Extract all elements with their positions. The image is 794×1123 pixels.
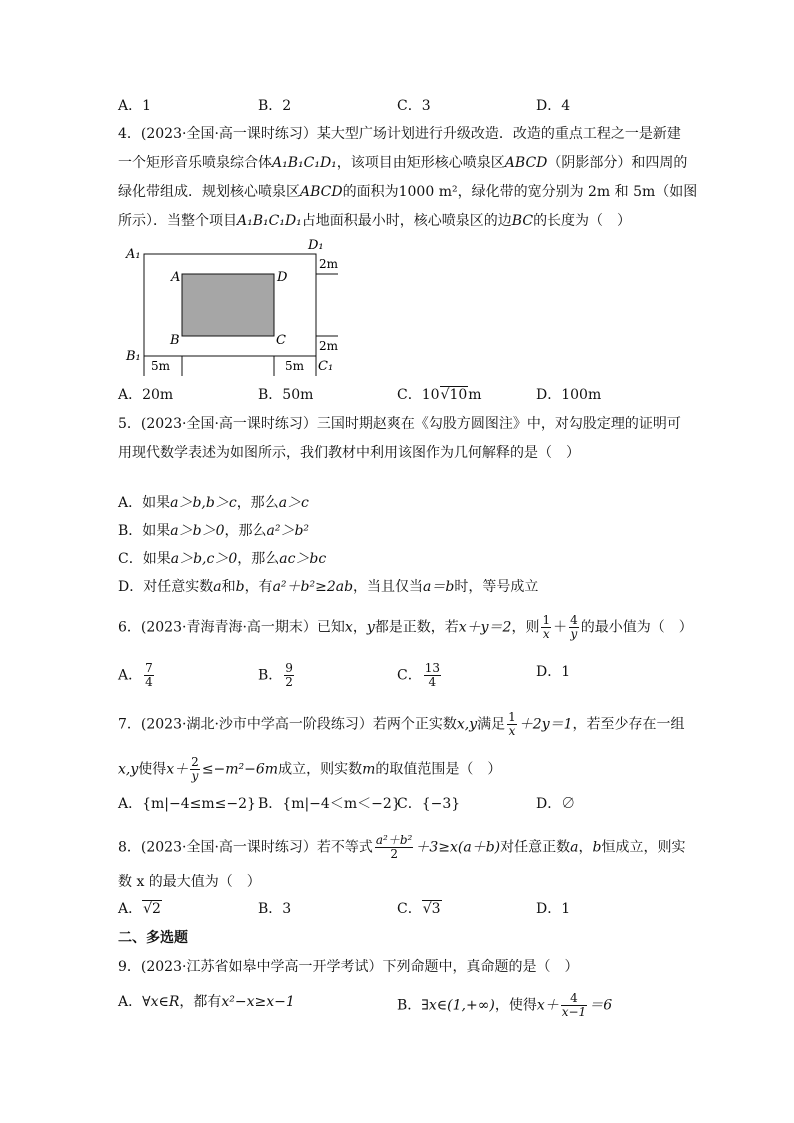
math: a＞b＞0 bbox=[170, 523, 225, 539]
denominator: 2 bbox=[390, 847, 398, 861]
q5-option-a bbox=[118, 493, 309, 513]
math: ＋2y＝1 bbox=[518, 716, 573, 733]
q7-option-d: D．∅ bbox=[536, 796, 576, 812]
text: 7．(2023·湖北·沙市中学高一阶段练习）若两个正实数 bbox=[118, 716, 457, 733]
math: ∃x∈(1,+∞) bbox=[421, 997, 495, 1014]
label-b: B bbox=[170, 333, 180, 348]
label-a: A bbox=[171, 270, 181, 285]
math: x,y bbox=[456, 716, 478, 733]
math: a²＞b² bbox=[266, 523, 310, 539]
q6-option-b bbox=[258, 662, 296, 689]
q5-option-c bbox=[118, 549, 326, 569]
text: 都是正数，若 bbox=[374, 619, 459, 636]
text: ，若至少存在一组 bbox=[572, 716, 685, 733]
numerator: 4 bbox=[561, 992, 587, 1006]
q6-option-c bbox=[397, 662, 443, 689]
math: b bbox=[235, 579, 245, 595]
denominator: x−1 bbox=[561, 1005, 587, 1019]
label-bottom-2m: 2m bbox=[319, 339, 339, 353]
text: C．10 bbox=[397, 387, 440, 403]
text: 所示）．当整个项目 bbox=[118, 213, 237, 229]
text: ，有 bbox=[244, 579, 273, 595]
text: ，使得 bbox=[494, 997, 537, 1014]
label-b1: B₁ bbox=[126, 349, 141, 364]
q9-option-b bbox=[397, 992, 612, 1019]
text: ，那么 bbox=[237, 551, 280, 567]
q4-option-c bbox=[397, 385, 482, 405]
section-title-multiple-choice: 二、多选题 bbox=[118, 930, 188, 946]
q7-option-a: A．{m|−4≤m≤−2} bbox=[118, 796, 256, 812]
text: 和 bbox=[221, 579, 236, 595]
math: a＞c bbox=[278, 495, 309, 511]
text: 6．(2023·青海青海·高一期末）已知 bbox=[118, 619, 345, 636]
sqrt10: √10 bbox=[440, 387, 468, 403]
text: ，那么 bbox=[224, 523, 267, 539]
q4-stem-line1: 4．(2023·全国·高一课时练习）某大型广场计划进行升级改造．改造的重点工程之一是新建 bbox=[118, 126, 681, 142]
math: x²−x≥x−1 bbox=[221, 994, 295, 1010]
q3-option-c: C．3 bbox=[397, 98, 431, 114]
fraction bbox=[507, 711, 517, 738]
numerator: 13 bbox=[424, 661, 440, 675]
label: C． bbox=[397, 901, 422, 917]
math: x＋ bbox=[536, 997, 559, 1014]
q3-option-b: B．2 bbox=[258, 98, 292, 114]
q8-option-d: D．1 bbox=[536, 901, 571, 917]
q4-option-a: A．20m bbox=[118, 387, 174, 403]
text: 满足 bbox=[477, 716, 506, 733]
math: x bbox=[344, 619, 353, 636]
math: a＞b,b＞c bbox=[170, 495, 237, 511]
numerator: 1 bbox=[508, 710, 516, 724]
denominator: 4 bbox=[145, 675, 153, 689]
denominator: 4 bbox=[428, 675, 437, 689]
q5-option-b bbox=[118, 521, 309, 541]
q3-option-d: D．4 bbox=[536, 98, 571, 114]
math: ≤−m²−6m bbox=[201, 761, 279, 778]
math: ac＞bc bbox=[279, 551, 327, 567]
math: x,y bbox=[118, 761, 139, 778]
text: B． bbox=[397, 997, 422, 1014]
math: a＝b bbox=[423, 579, 455, 595]
text: ，该项目由矩形核心喷泉区 bbox=[336, 155, 505, 171]
math: y bbox=[366, 619, 375, 636]
math: a²＋b²≥2ab bbox=[272, 579, 354, 595]
text: ，则 bbox=[511, 619, 540, 636]
text: ，那么 bbox=[236, 495, 279, 511]
q4-rectangle-figure bbox=[118, 236, 348, 381]
q6-stem bbox=[118, 614, 693, 641]
denominator: y bbox=[570, 627, 578, 641]
text: 的长度为（ ） bbox=[533, 213, 632, 229]
q6-option-a bbox=[118, 662, 156, 689]
label-left-5m: 5m bbox=[151, 359, 171, 373]
denominator: y bbox=[191, 769, 199, 783]
text: 时，等号成立 bbox=[454, 579, 539, 595]
q8-stem-line2: 数 x 的最大值为（ ） bbox=[118, 874, 261, 890]
text: 使得 bbox=[138, 761, 167, 778]
numerator: 4 bbox=[570, 613, 578, 627]
text: A．如果 bbox=[118, 495, 171, 511]
unit: m bbox=[468, 387, 482, 403]
q9-stem: 9．(2023·江苏省如皋中学高一开学考试）下列命题中，真命题的是（ ） bbox=[118, 959, 579, 975]
q3-option-a: A．1 bbox=[118, 98, 152, 114]
q5-option-d bbox=[118, 577, 538, 597]
text: ，都有 bbox=[179, 994, 222, 1010]
text: 成立，则实数 bbox=[278, 761, 363, 778]
plus: ＋ bbox=[553, 619, 568, 636]
text: 8．(2023·全国·高一课时练习）若不等式 bbox=[118, 839, 373, 856]
label-d: D bbox=[277, 270, 288, 285]
fraction bbox=[569, 614, 579, 641]
numerator: a²＋b² bbox=[375, 833, 413, 847]
text: 一个矩形音乐喷泉综合体 bbox=[118, 155, 272, 171]
math: ∀x∈R bbox=[142, 994, 180, 1010]
label-d1: D₁ bbox=[308, 238, 324, 253]
math: m bbox=[362, 761, 376, 778]
fraction bbox=[144, 662, 154, 689]
q8-stem-line1 bbox=[118, 834, 685, 861]
math: x＋ bbox=[166, 761, 189, 778]
q7-option-c: C．{−3} bbox=[397, 796, 461, 812]
core-fountain-rectangle bbox=[182, 274, 274, 336]
denominator: x bbox=[508, 724, 516, 738]
text: （阴影部分）和四周的 bbox=[547, 155, 688, 171]
fraction bbox=[375, 834, 413, 861]
math: BC bbox=[511, 213, 534, 229]
fraction bbox=[424, 662, 441, 689]
text: B．如果 bbox=[118, 523, 171, 539]
fraction bbox=[561, 992, 587, 1019]
math: b bbox=[592, 839, 602, 856]
q5-stem-line1: 5．(2023·全国·高一课时练习）三国时期赵爽在《勾股方圆图注》中，对勾股定理的证明可 bbox=[118, 416, 681, 432]
label-top-2m: 2m bbox=[319, 257, 339, 271]
label-a1: A₁ bbox=[126, 247, 141, 262]
math: a＞b,c＞0 bbox=[170, 551, 238, 567]
q6-option-d: D．1 bbox=[536, 664, 571, 680]
math: ＝6 bbox=[589, 997, 613, 1014]
q5-stem-line2: 用现代数学表述为如图所示，我们教材中利用该图作为几何解释的是（ ） bbox=[118, 445, 580, 461]
numerator: 9 bbox=[285, 661, 293, 675]
q7-option-b: B．{m|−4＜m＜−2} bbox=[258, 796, 401, 812]
q4-option-b: B．50m bbox=[258, 387, 314, 403]
denominator: 2 bbox=[285, 675, 293, 689]
q4-stem-line4 bbox=[118, 211, 631, 231]
label-right-5m: 5m bbox=[285, 359, 305, 373]
denominator: x bbox=[542, 627, 550, 641]
text: ， bbox=[578, 839, 593, 856]
math: x＋y＝2 bbox=[458, 619, 512, 636]
q8-option-a bbox=[118, 899, 162, 919]
label: B． bbox=[258, 667, 283, 684]
q8-option-b: B．3 bbox=[258, 901, 292, 917]
numerator: 7 bbox=[145, 661, 153, 675]
text: 绿化带组成．规划核心喷泉区 bbox=[118, 184, 300, 200]
math: a bbox=[570, 839, 579, 856]
text: 的取值范围是（ ） bbox=[375, 761, 502, 778]
numerator: 1 bbox=[542, 613, 551, 627]
text: ，当且仅当 bbox=[353, 579, 424, 595]
label-c1: C₁ bbox=[318, 359, 334, 374]
sqrt2: √2 bbox=[143, 901, 161, 917]
text: 的最小值为（ ） bbox=[580, 619, 693, 636]
math: a bbox=[213, 579, 222, 595]
fraction bbox=[284, 662, 294, 689]
fraction bbox=[190, 756, 200, 783]
math: A₁B₁C₁D₁ bbox=[272, 155, 337, 171]
q7-stem-line1 bbox=[118, 711, 685, 738]
math: ＋3≥x(a＋b) bbox=[415, 839, 501, 856]
label: A． bbox=[118, 901, 143, 917]
text: A． bbox=[118, 994, 143, 1010]
text: 恒成立，则实 bbox=[601, 839, 686, 856]
q8-option-c bbox=[397, 899, 442, 919]
q4-stem-line3 bbox=[118, 182, 697, 202]
text: 的面积为1000 m²，绿化带的宽分别为 2m 和 5m（如图 bbox=[342, 184, 698, 200]
math: ABCD bbox=[504, 155, 548, 171]
label: C． bbox=[397, 667, 422, 684]
text: C．如果 bbox=[118, 551, 171, 567]
q7-stem-line2 bbox=[118, 756, 501, 783]
text: ， bbox=[352, 619, 367, 636]
text: 对任意正数 bbox=[500, 839, 571, 856]
fraction bbox=[541, 614, 551, 641]
math: ABCD bbox=[300, 184, 343, 200]
math: A₁B₁C₁D₁ bbox=[237, 213, 302, 229]
text: 占地面积最小时，核心喷泉区的边 bbox=[301, 213, 512, 229]
label: A． bbox=[118, 667, 143, 684]
label-c: C bbox=[276, 333, 286, 348]
q9-option-a bbox=[118, 992, 295, 1012]
q4-stem-line2 bbox=[118, 153, 687, 173]
q4-option-d: D．100m bbox=[536, 387, 602, 403]
sqrt3: √3 bbox=[422, 901, 441, 917]
numerator: 2 bbox=[191, 755, 199, 769]
text: D．对任意实数 bbox=[118, 579, 214, 595]
